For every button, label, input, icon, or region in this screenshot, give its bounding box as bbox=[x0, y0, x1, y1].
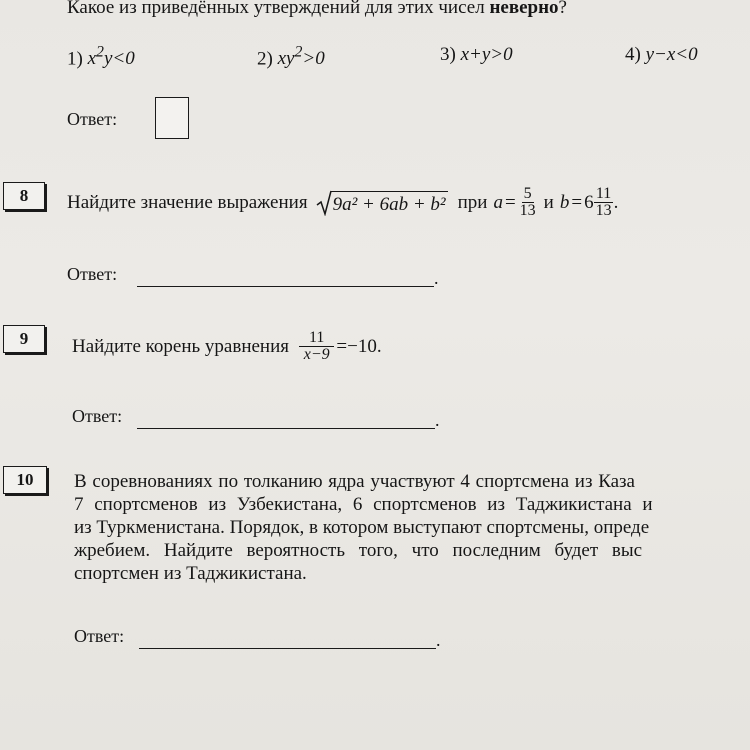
q7-option-num: 2) bbox=[257, 48, 273, 70]
q9-denominator: x−9 bbox=[303, 346, 330, 363]
q8-a-denominator: 13 bbox=[519, 202, 536, 219]
q7-option-2 bbox=[257, 44, 325, 70]
q10-answer-label: Ответ: bbox=[74, 626, 125, 646]
q7-option-expr: $xy^2>0$ bbox=[277, 44, 325, 70]
q7-option-expr: x+y>0 bbox=[460, 44, 513, 65]
q10-line: В соревнованиях по толканию ядра участвуют 4 спортсмена из Каза bbox=[74, 471, 635, 492]
q10-line: из Туркменистана. Порядок, в котором выступают спортсмены, опреде bbox=[74, 517, 650, 538]
q10-number: 10 bbox=[16, 470, 34, 489]
q8-sqrt bbox=[316, 190, 448, 216]
q8-conjunction: и bbox=[543, 191, 554, 213]
q7-option-3 bbox=[440, 44, 513, 66]
q7-option-num: 4) bbox=[625, 44, 641, 65]
q8-b-var: b bbox=[559, 191, 570, 213]
q8-prompt bbox=[67, 186, 618, 219]
q7-option-num: 1) bbox=[67, 48, 83, 70]
q8-number: 8 bbox=[19, 186, 29, 205]
sqrt-sign-icon bbox=[316, 190, 332, 216]
q10-number-box bbox=[3, 466, 47, 494]
q8-b-fraction bbox=[594, 186, 614, 219]
q9-rhs: =−10. bbox=[336, 335, 382, 357]
q8-prompt-text: Найдите значение выражения bbox=[67, 191, 308, 213]
q9-fraction bbox=[299, 330, 334, 363]
q9-numerator: 11 bbox=[299, 330, 334, 347]
q9-answer-end: . bbox=[435, 410, 440, 430]
q8-prompt-mid: при bbox=[457, 191, 488, 213]
q10-answer-line[interactable] bbox=[139, 648, 436, 649]
q9-prompt bbox=[72, 330, 382, 363]
q8-a-fraction bbox=[518, 186, 538, 219]
q8-answer-line[interactable] bbox=[137, 286, 434, 287]
q9-number-box bbox=[3, 325, 45, 353]
q10-line: жребием. Найдите вероятность того, что последним будет выс bbox=[74, 540, 643, 561]
q8-equals: = bbox=[504, 191, 516, 213]
q8-answer-label: Ответ: bbox=[67, 264, 118, 284]
q8-a-var: a bbox=[493, 191, 503, 213]
q7-prompt-bold: неверно bbox=[489, 0, 559, 18]
q8-b-denominator: 13 bbox=[595, 202, 612, 219]
q7-prompt-text: Какое из приведённых утверждений для этих чисел bbox=[67, 0, 490, 18]
q7-option-expr: y−x<0 bbox=[645, 44, 698, 65]
q8-answer-end: . bbox=[434, 268, 439, 288]
q9-answer-line[interactable] bbox=[137, 428, 435, 429]
q8-number-box bbox=[3, 182, 45, 210]
q7-prompt-end: ? bbox=[558, 0, 567, 18]
q8-equals-2: = bbox=[571, 191, 583, 213]
q7-option-expr: $x^2y<0$ bbox=[87, 44, 135, 70]
q8-b-whole: 6 bbox=[584, 191, 594, 213]
q8-sqrt-expr: 9a² + 6ab + b² bbox=[331, 191, 448, 216]
q7-option-num: 3) bbox=[440, 44, 456, 65]
q7-option-4 bbox=[625, 44, 698, 66]
q9-prompt-text: Найдите корень уравнения bbox=[72, 335, 290, 357]
q9-number: 9 bbox=[19, 329, 29, 348]
q7-option-1 bbox=[67, 44, 135, 70]
q7-answer-box[interactable] bbox=[155, 97, 189, 139]
q10-answer-end: . bbox=[436, 630, 441, 650]
q8-a-numerator: 5 bbox=[523, 185, 532, 202]
q8-b-numerator: 11 bbox=[595, 185, 612, 202]
q7-prompt bbox=[67, 0, 567, 19]
q7-answer-label: Ответ: bbox=[67, 109, 118, 129]
q10-paragraph bbox=[74, 470, 653, 585]
q10-line: 7 спортсменов из Узбекистана, 6 спортсменов из Таджикистана и bbox=[74, 494, 653, 515]
q10-line: спортсмен из Таджикистана. bbox=[74, 563, 307, 584]
q9-answer-label: Ответ: bbox=[72, 406, 123, 426]
q8-end: . bbox=[613, 191, 619, 213]
